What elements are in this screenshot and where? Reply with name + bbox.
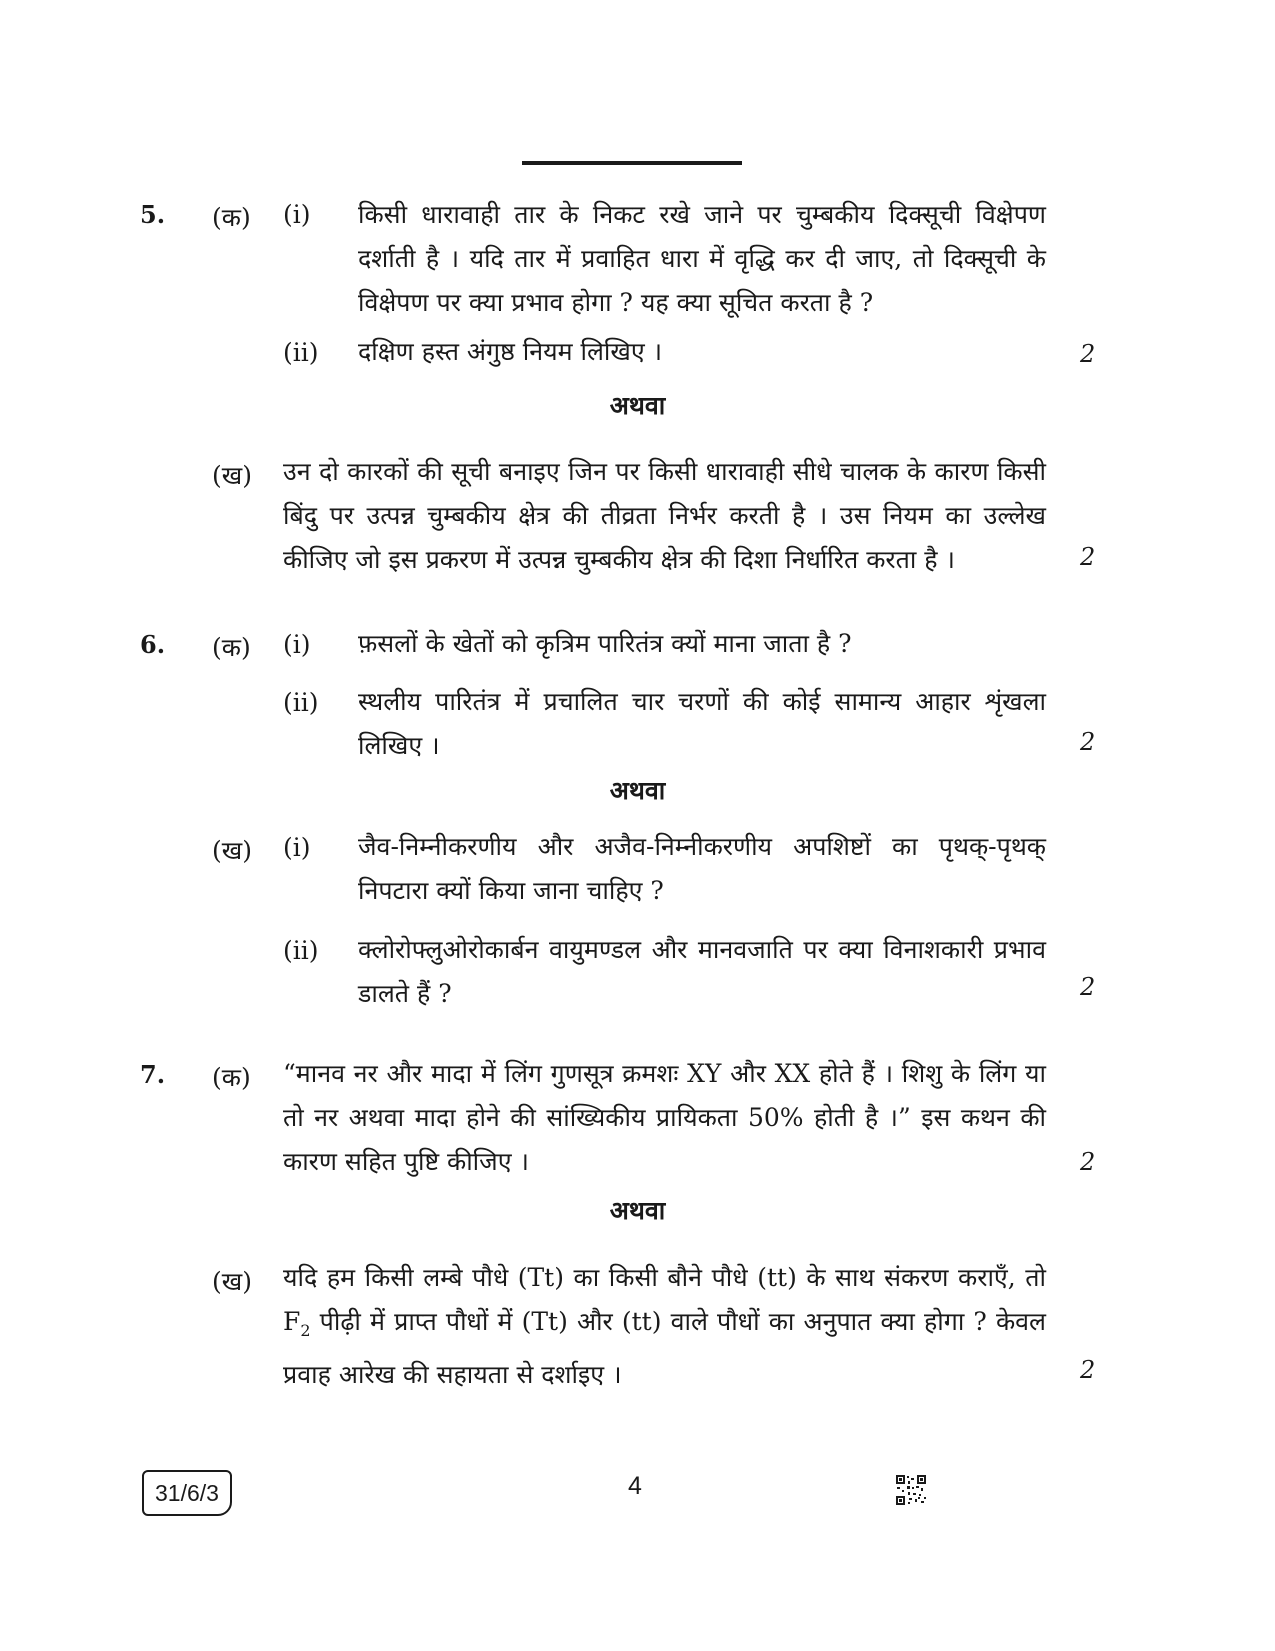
question-text: “मानव नर और मादा में लिंग गुणसूत्र क्रमशः XY और XX होते हैं । शिशु के लिंग या तो नर अथवा मादा होने की सांख्यिकीय प्रायिकता 50% होती है ।” इस कथन की कारण सहित पुष्टि कीजिए । [283, 1059, 1046, 1176]
part-label: (क) [212, 633, 251, 662]
marks: 2 [1080, 1356, 1096, 1384]
subpart-label: (ii) [283, 688, 319, 717]
question-text: दक्षिण हस्त अंगुष्ठ नियम लिखिए । [358, 337, 663, 366]
part-label: (ख) [212, 836, 252, 865]
question-text: क्लोरोफ्लुओरोकार्बन वायुमण्डल और मानवजाति पर क्या विनाशकारी प्रभाव डालते हैं ? [358, 935, 1046, 1008]
question-number: 6. [140, 630, 166, 659]
part-label: (ख) [212, 1267, 252, 1296]
subpart-label: (ii) [283, 936, 319, 965]
page-number: 4 [628, 1472, 642, 1500]
top-rule [522, 161, 742, 165]
part-label: (ख) [212, 461, 252, 490]
marks: 2 [1080, 728, 1096, 756]
question-text: किसी धारावाही तार के निकट रखे जाने पर चुम्बकीय दिक्सूची विक्षेपण दर्शाती है । यदि तार में प्रवाहित धारा में वृद्धि कर दी जाए, तो दिक्सूची के विक्षेपण पर क्या प्रभाव होगा ? यह क्या सूचित करता है ? [358, 200, 1046, 317]
subpart-label: (i) [283, 200, 311, 229]
question-number: 5. [140, 200, 166, 229]
part-label: (क) [212, 1063, 251, 1092]
marks: 2 [1080, 1148, 1096, 1176]
marks: 2 [1080, 340, 1096, 368]
or-separator: अथवा [609, 776, 666, 805]
question-text: फ़सलों के खेतों को कृत्रिम पारितंत्र क्यों माना जाता है ? [358, 629, 852, 658]
question-text: स्थलीय पारितंत्र में प्रचालित चार चरणों की कोई सामान्य आहार शृंखला लिखिए । [358, 687, 1046, 760]
question-text: उन दो कारकों की सूची बनाइए जिन पर किसी धारावाही सीधे चालक के कारण किसी बिंदु पर उत्पन्न चुम्बकीय क्षेत्र की तीव्रता निर्भर करती है । उस नियम का उल्लेख कीजिए जो इस प्रकरण में उत्पन्न चुम्बकीय क्षेत्र की दिशा निर्धारित करता है । [283, 457, 1046, 574]
question-text-line: यदि हम किसी लम्बे पौधे (Tt) का किसी बौने पौधे (tt) के साथ संकरण कराएँ, तो [283, 1263, 1047, 1292]
paper-code: 31/6/3 [142, 1470, 232, 1516]
or-separator: अथवा [609, 1196, 666, 1225]
question-text-continued: पीढ़ी में प्राप्त पौधों में (Tt) और (tt) वाले पौधों का अनुपात क्या होगा ? केवल प्रवाह आरेख की सहायता से दर्शाइए । [283, 1307, 1046, 1389]
marks: 2 [1080, 543, 1096, 571]
question-text: जैव-निम्नीकरणीय और अजैव-निम्नीकरणीय अपशिष्टों का पृथक्-पृथक् निपटारा क्यों किया जाना चाहिए ? [358, 832, 1046, 905]
subpart-label: (i) [283, 833, 311, 862]
marks: 2 [1080, 973, 1096, 1001]
qr-code-icon [895, 1474, 927, 1506]
subpart-label: (i) [283, 630, 311, 659]
question-number: 7. [140, 1060, 166, 1089]
or-separator: अथवा [609, 391, 666, 420]
part-label: (क) [212, 203, 251, 232]
question-text [283, 1256, 1046, 1397]
subpart-label: (ii) [283, 338, 319, 367]
generation-subscript: 2 [300, 1321, 311, 1340]
generation-symbol: F [283, 1307, 301, 1336]
